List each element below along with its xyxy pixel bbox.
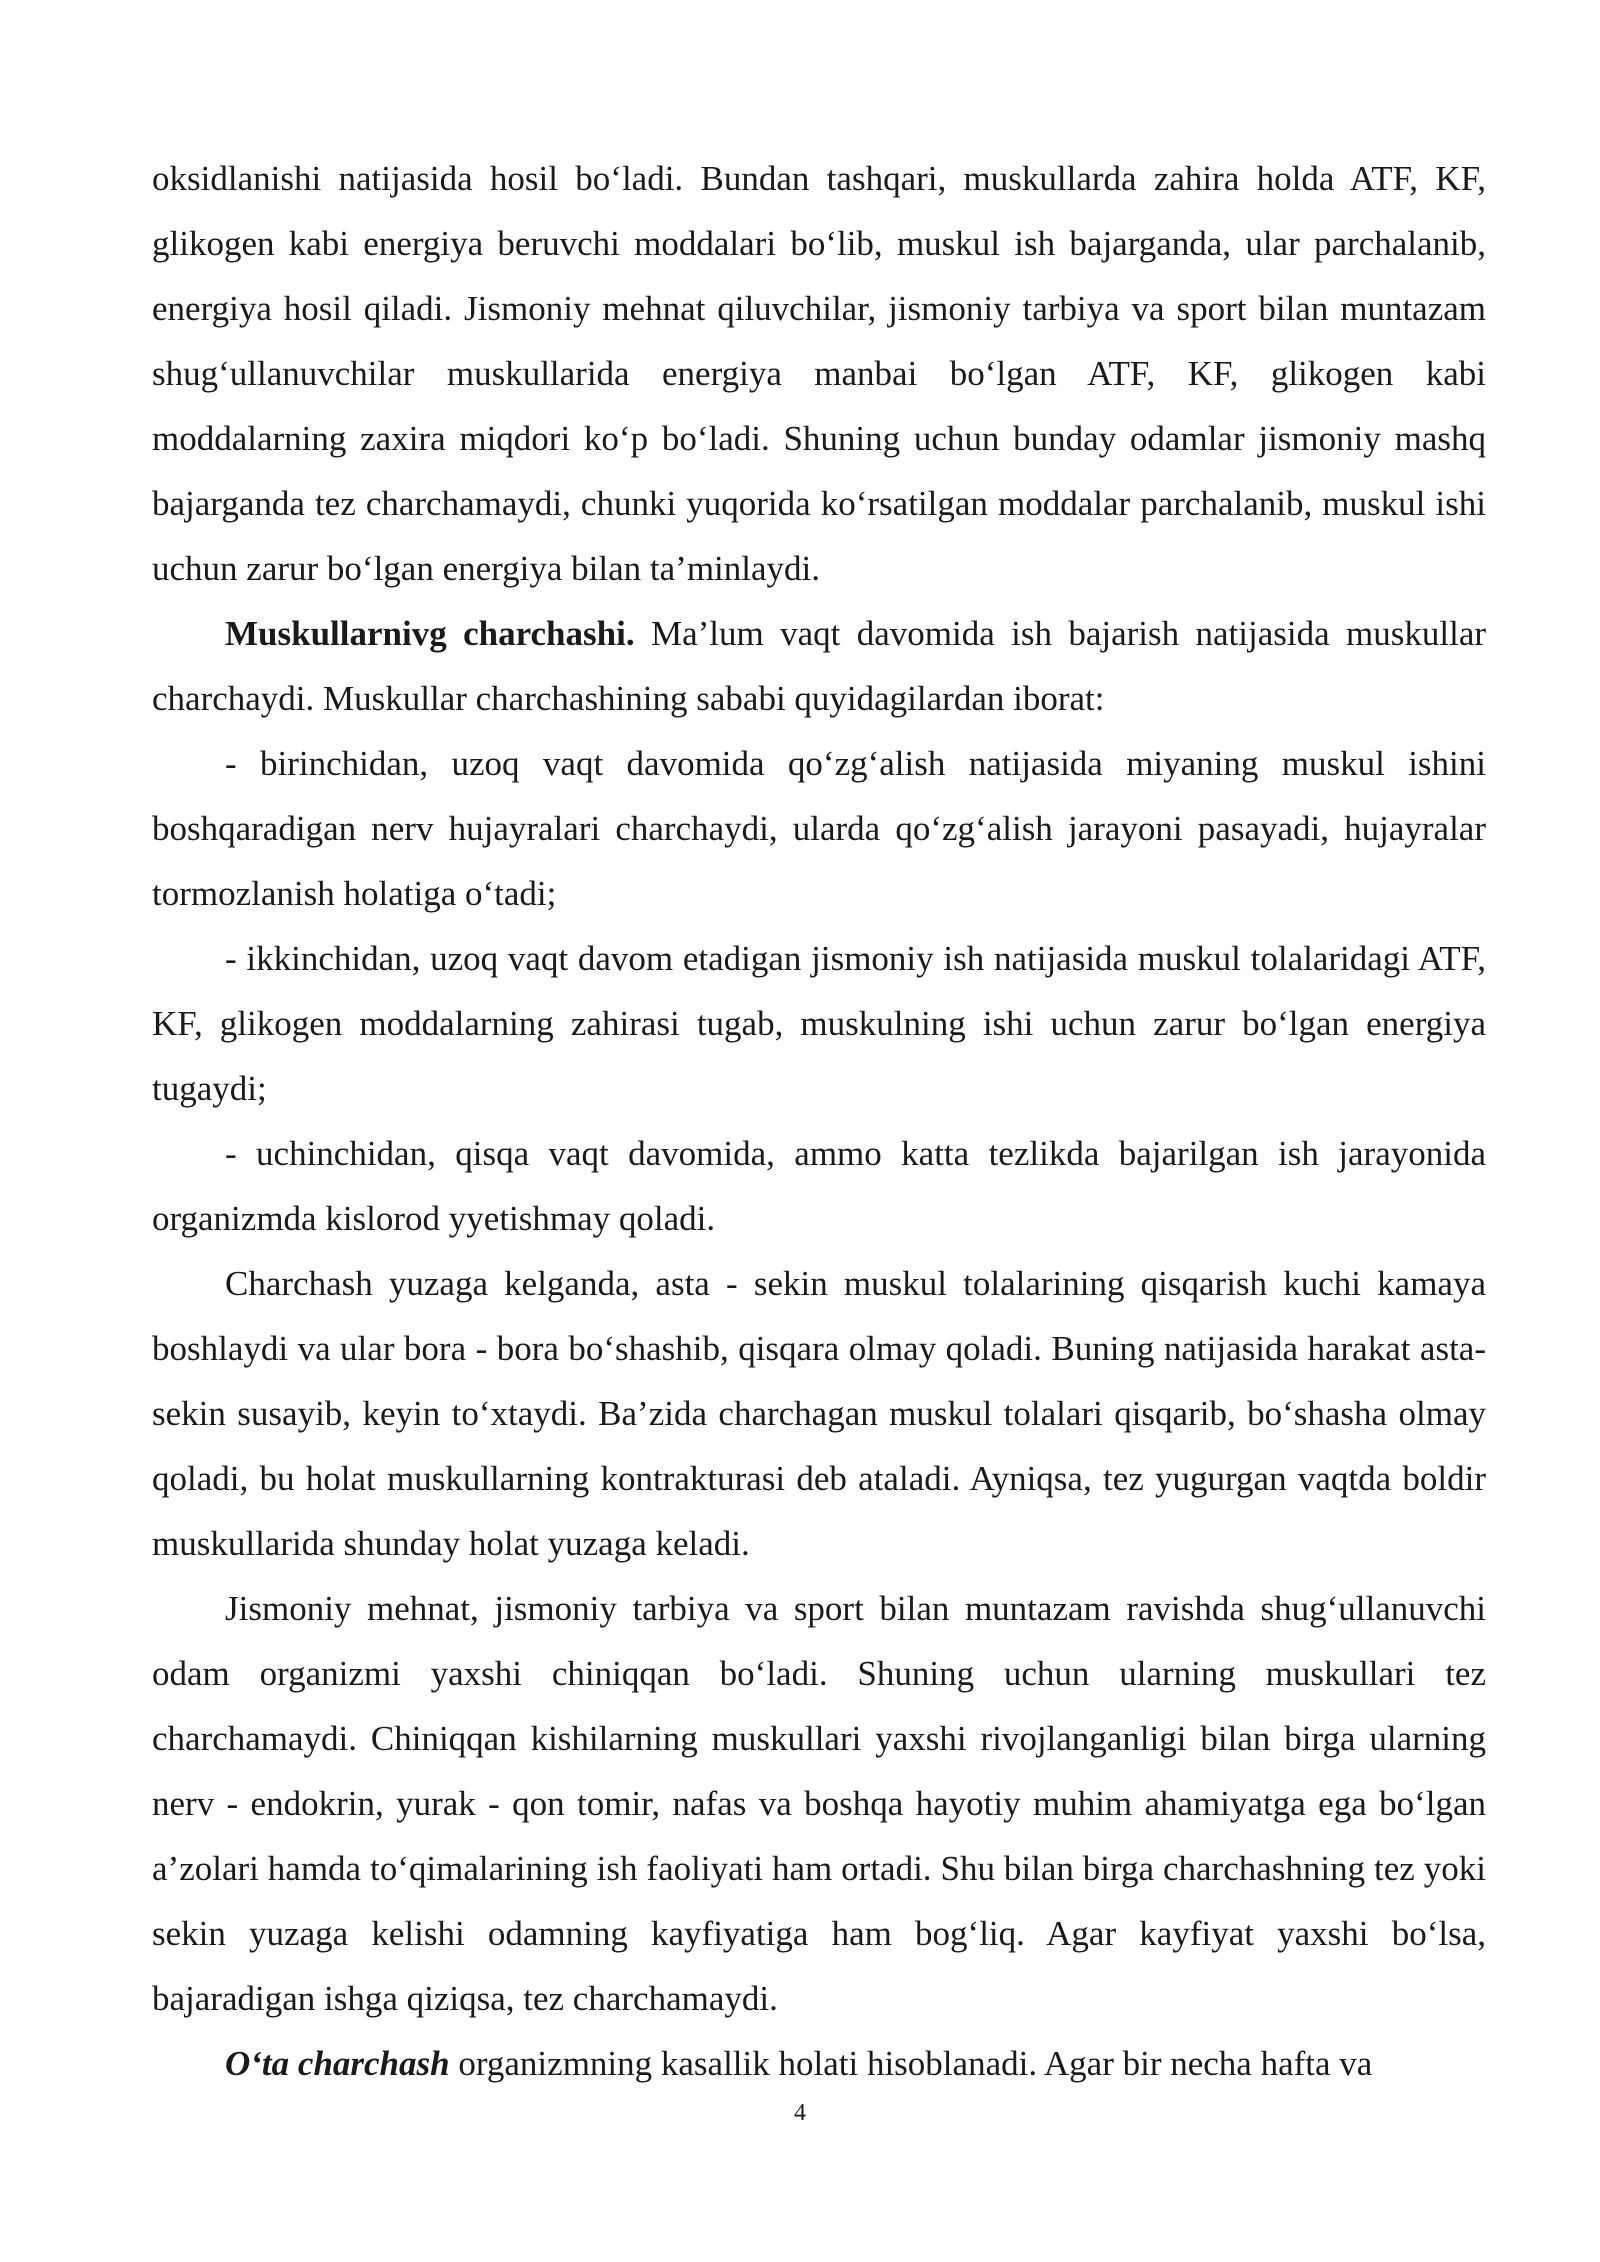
paragraph-7-text: Jismoniy mehnat, jismoniy tarbiya va sport bilan muntazam ravishda shug‘ullanuvchi odam organizmi yaxshi chiniqqan bo‘ladi. Shuning uchun ularning muskullari tez charchamaydi. Chiniqqan kishilarning muskullari yaxshi rivojlanganligi bilan birga ularning nerv - endokrin, yurak - qon tomir, nafas va boshqa hayotiy muhim ahamiyatga ega bo‘lgan a’zolari hamda to‘qimalarining ish faoliyati ham ortadi. Shu bilan birga charchashning tez yoki sekin yuzaga kelishi odamning kayfiyatiga ham bog‘liq. Agar kayfiyat yaxshi bo‘lsa, bajaradigan ishga qiziqsa, tez charchamaydi. (152, 1589, 1486, 2018)
paragraph-6 (152, 1251, 1486, 1576)
paragraph-2-text: Ma’lum vaqt davomida ish bajarish natijasida muskullar charchaydi. Muskullar charchashining sababi quyidagilardan iborat: (152, 614, 1487, 718)
paragraph-1-text: oksidlanishi natijasida hosil bo‘ladi. Bundan tashqari, muskullarda zahira holda ATF, KF, glikogen kabi energiya beruvchi moddalari bo‘lib, muskul ish bajarganda, ular parchalanib, energiya hosil qiladi. Jismoniy mehnat qiluvchilar, jismoniy tarbiya va sport bilan muntazam shug‘ullanuvchilar muskullarida energiya manbai bo‘lgan ATF, KF, glikogen kabi moddalarning zaxira miqdori ko‘p bo‘ladi. Shuning uchun bunday odamlar jismoniy mashq bajarganda tez charchamaydi, chunki yuqorida ko‘rsatilgan moddalar parchalanib, muskul ishi uchun zarur bo‘lgan energiya bilan ta’minlaydi. (152, 159, 1486, 588)
term-overfatigue: O‘ta charchash (225, 2044, 450, 2083)
section-heading-muscle-fatigue: Muskullarnivg charchashi. (225, 614, 635, 653)
paragraph-2 (152, 601, 1486, 731)
paragraph-1 (152, 146, 1486, 601)
paragraph-5-text: - uchinchidan, qisqa vaqt davomida, ammo katta tezlikda bajarilgan ish jarayonida organizmda kislorod yyetishmay qoladi. (152, 1134, 1486, 1238)
paragraph-7 (152, 1576, 1486, 2031)
paragraph-4-text: - ikkinchidan, uzoq vaqt davom etadigan jismoniy ish natijasida muskul tolalaridagi ATF, KF, glikogen moddalarning zahirasi tugab, muskulning ishi uchun zarur bo‘lgan energiya tugaydi; (152, 939, 1486, 1108)
paragraph-3-text: - birinchidan, uzoq vaqt davomida qo‘zg‘alish natijasida miyaning muskul ishini boshqaradigan nerv hujayralari charchaydi, ularda qo‘zg‘alish jarayoni pasayadi, hujayralar tormozlanish holatiga o‘tadi; (152, 744, 1486, 913)
paragraph-5 (152, 1121, 1486, 1251)
paragraph-6-text: Charchash yuzaga kelganda, asta - sekin muskul tolalarining qisqarish kuchi kamaya boshlaydi va ular bora - bora bo‘shashib, qisqara olmay qoladi. Buning natijasida harakat asta-sekin susayib, keyin to‘xtaydi. Ba’zida charchagan muskul tolalari qisqarib, bo‘shasha olmay qoladi, bu holat muskullarning kontrakturasi deb ataladi. Ayniqsa, tez yugurgan vaqtda boldir muskullarida shunday holat yuzaga keladi. (152, 1264, 1486, 1563)
page-number: 4 (794, 2100, 806, 2126)
body-text (152, 146, 1486, 2096)
paragraph-8-text: organizmning kasallik holati hisoblanadi. Agar bir necha hafta va (449, 2044, 1373, 2083)
paragraph-3 (152, 731, 1486, 926)
paragraph-4 (152, 926, 1486, 1121)
paragraph-8 (152, 2031, 1486, 2096)
